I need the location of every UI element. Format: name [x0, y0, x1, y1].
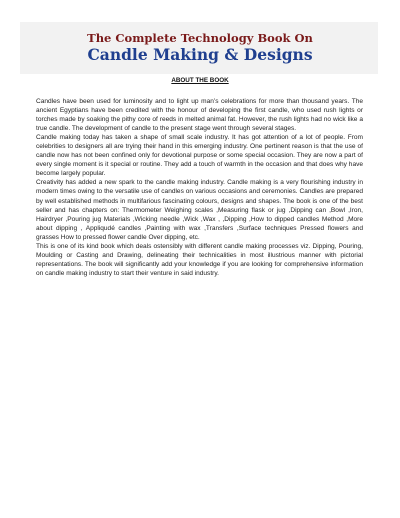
paragraph: This is one of its kind book which deals ostensibly with different candle making processes viz. Dipping, Pouring, Moulding or Casting and Drawing, delineating their technicalities in most illustrious manner with pictorial representations. The book will significantly add your knowledge if you are looking for comprehensive information on candle making industry to start their venture in said industry.: [36, 242, 363, 277]
book-title: Candle Making & Designs: [87, 45, 313, 64]
section-heading: ABOUT THE BOOK: [171, 77, 229, 84]
paragraph: Candle making today has taken a shape of small scale industry. It has got attention of a lot of people. From celebrities to designers all are trying their hand in this emerging industry. One pertinent reason is that the use of candle now has not been confined only for devotional purpose or some special occasion. They are now a part of every single moment is it special or routine. They add a touch of warmth in the occasion and that does why have become largely popular.: [36, 134, 363, 178]
about-body: [36, 97, 363, 278]
series-title: The Complete Technology Book On: [87, 31, 313, 45]
paragraph: Candles have been used for luminosity and to light up man’s celebrations for more than thousand years. The ancient Egyptians have been credited with the honour of developing the first candle, who used rush lights or torches made by soaking the pithy core of reeds in melted animal fat. However, the rush lights had no wick like a true candle. The development of candle to the present stage went through several stages.: [36, 98, 363, 133]
paragraph: Creativity has added a new spark to the candle making industry. Candle making is a very flourishing industry in modern times owing to the versatile use of candles on various occasions and ceremonies. Candles are prepared by well established methods in multifarious fascinating colours, designs and shapes. The book is one of the best seller and has chapters on: Thermometer Weighing scales ,Measuring flask or jug ,Dipping can ,Bowl ,Iron, Hairdryer ,Pouring jug Materials ,Wicking needle ,Wick ,Wax , ,Dipping ,How to dipped candles Method ,More about dipping , Appliqudé candles ,Painting with wax ,Transfers ,Surface techniques Pressed flowers and grasses How to pressed flower candle Over dipping, etc.: [36, 179, 363, 241]
